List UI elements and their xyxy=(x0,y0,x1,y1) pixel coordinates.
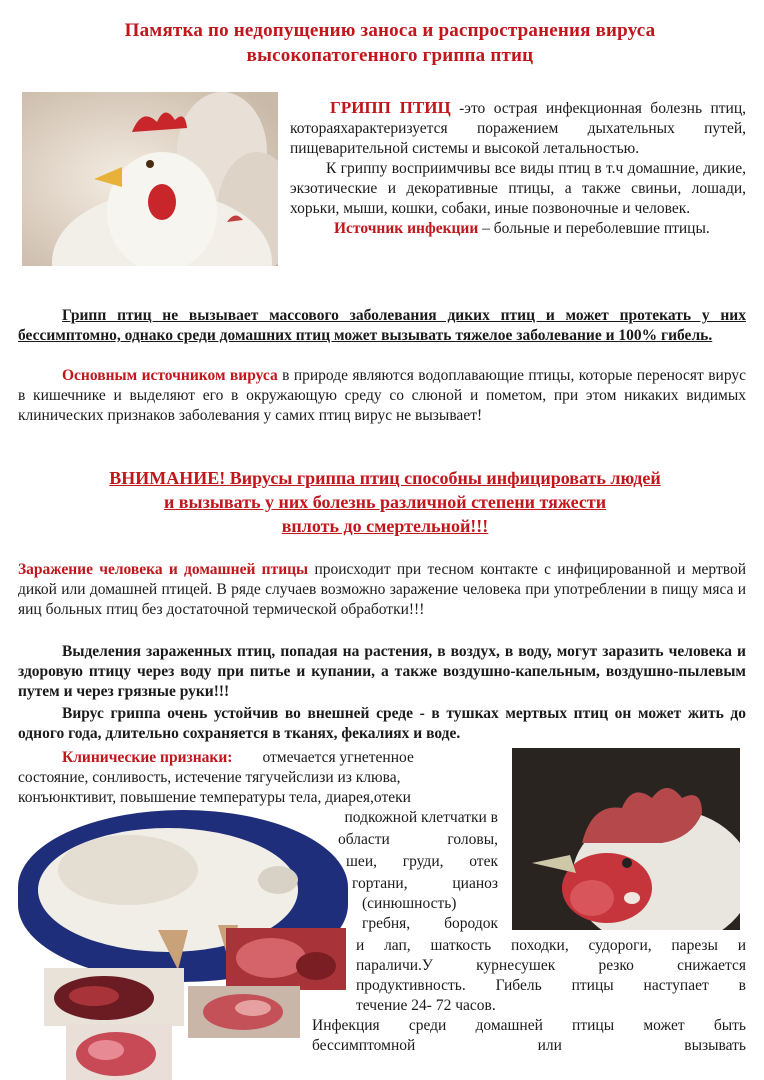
wild-birds-paragraph: Грипп птиц не вызывает массового заболевания диких птиц и может протекать у них бессимптомно, однако среди домашних птиц может вызывать тяжелое заболевание и 100% гибель. xyxy=(18,307,746,344)
clinical-line-10: и лап, шаткость походки, судороги, парезы и xyxy=(356,937,746,954)
resistance-paragraph: Вирус гриппа очень устойчив во внешней среде - в тушках мертвых птиц он может жить до одного года, длительно сохраняется в тканях, фекалиях и воде. xyxy=(18,705,746,742)
clinical-line-15 xyxy=(312,1036,746,1056)
infection-label: Заражение человека и домашней птицы xyxy=(18,561,309,578)
clinical-line-15-c: вызывать xyxy=(684,1037,746,1054)
flu-definition-text: -это острая инфекционная болезнь птиц, котораяхарактеризуется поражением дыхательных путей, пищеварительной системы и высокой летальностью. xyxy=(290,100,746,157)
clinical-line-9: гребня, бородок xyxy=(362,915,498,932)
warning-line-2: и вызывать у них болезнь различной степени тяжести xyxy=(163,492,607,512)
infection-paragraph xyxy=(18,560,746,620)
clinical-line-11: параличи.У курнесушек резко снижается xyxy=(356,957,746,974)
clinical-line-15-b: или xyxy=(537,1037,562,1054)
chickens-photo xyxy=(22,92,278,266)
warning-line-3: вплоть до смертельной!!! xyxy=(281,516,489,536)
clinical-line-7: гортани, цианоз xyxy=(352,875,498,892)
title-line-2: высокопатогенного гриппа птиц xyxy=(246,45,534,66)
main-source-label: Основным источником вируса xyxy=(62,367,278,384)
spread-paragraph: Выделения зараженных птиц, попадая на растения, в воздух, в воду, могут заразить человека и здоровую птицу через воду при питье и купании, а также воздушно-капельным, воздушно-пылевым путем и через грязные руки!!! xyxy=(18,643,746,700)
main-source-text: в природе являются водоплавающие птицы, которые переносят вирус в кишечнике и выделяют его в окружающую среду со слюной и пометом, при этом никаких видимых клинических признаков заболевания у самих птиц вирус не вызывает! xyxy=(18,367,746,424)
organ-photo-2 xyxy=(44,968,184,1026)
warning-block xyxy=(40,466,730,538)
infection-text: происходит при тесном контакте с инфицированной и мертвой дикой или домашней птицей. В ряде случаев возможно заражение человека при употреблении в пищу мяса и яиц больных птиц без достаточной термической обработки!!! xyxy=(18,561,746,618)
clinical-line-5: области головы, xyxy=(338,831,498,848)
clinical-line-14: Инфекция среди домашней птицы может быть xyxy=(312,1017,746,1034)
infection-source-text: – больные и переболевшие птицы. xyxy=(478,220,710,237)
organ-photo-3 xyxy=(188,986,300,1038)
clinical-line-2: состояние, сонливость, истечение тягучейслизи из клюва, xyxy=(18,769,401,786)
clinical-line-1-text: отмечается угнетенное xyxy=(262,749,414,766)
infection-source-label: Источник инфекции xyxy=(334,220,479,237)
intro-susceptible: К гриппу восприимчивы все виды птиц в т.ч домашние, дикие, экзотические и декоративные птицы, а также свиньи, лошади, хорьки, мыши, кошки, собаки, иные позвоночные и человек. xyxy=(290,160,746,217)
clinical-line-1 xyxy=(62,748,502,768)
main-source-paragraph xyxy=(18,366,746,426)
clinical-line-15-a: бессимптомной xyxy=(312,1037,416,1054)
organ-photo-1 xyxy=(226,928,346,990)
clinical-line-13: течение 24- 72 часов. xyxy=(356,997,496,1014)
infection-source xyxy=(290,219,746,239)
intro-definition xyxy=(290,98,746,159)
title-line-1: Памятка по недопущению заноса и распространения вируса xyxy=(124,20,656,41)
clinical-line-3: конъюнктивит, повышение температуры тела, диарея,отеки xyxy=(18,789,411,806)
warning-line-1: ВНИМАНИЕ! Вирусы гриппа птиц способны инфицировать людей xyxy=(109,468,661,488)
clinical-line-8: (синюшность) xyxy=(362,895,457,912)
clinical-label: Клинические признаки: xyxy=(62,749,233,766)
flu-term: ГРИПП ПТИЦ xyxy=(330,98,451,117)
organ-photo-4 xyxy=(66,1024,172,1080)
page-title xyxy=(40,18,740,68)
sick-rooster-photo xyxy=(512,748,740,930)
clinical-line-6: шеи, груди, отек xyxy=(346,853,498,870)
clinical-line-4: подкожной клетчатки в xyxy=(344,809,498,826)
clinical-line-12: продуктивность. Гибель птицы наступает в xyxy=(356,977,746,994)
